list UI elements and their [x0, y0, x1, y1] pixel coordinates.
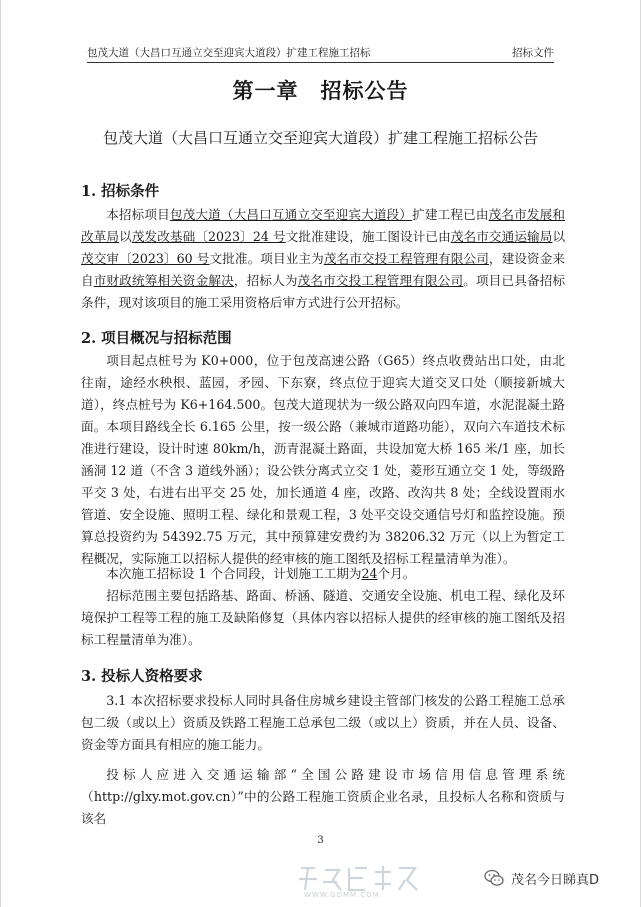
page-number: 3	[317, 835, 324, 846]
running-header	[87, 40, 554, 63]
qualification-paragraph: 3.1 本次招标要求投标人同时具备住房城乡建设主管部门核发的公路工程施工总承包二级（或以上）资质及铁路工程施工总承包二级（或以上）资质，并在人员、设备、资金等方面具有相应的施工能力。	[81, 693, 565, 752]
header-doc-type: 招标文件	[512, 47, 554, 59]
section-heading-project-overview: 2. 项目概况与招标范围	[81, 330, 232, 347]
credit-system-paragraph: 投标人应进入交通运输部“全国公路建设市场信用信息管理系统（http://glxy.mot.gov.cn）”中的公路工程施工资质企业名录，且投标人名称和资质与该名	[81, 767, 565, 826]
bidding-conditions-paragraph: 本招标项目包茂大道（大昌口互通立交至迎宾大道段）扩建工程已由茂名市发展和改革局以茂发改基础〔2023〕24 号文批准建设，施工图设计已由茂名市交通运输局以茂交审〔2023〕60 号文批准。项目业主为茂名市交投工程管理有限公司，建设资金来自市财政统筹相关资金解决，招标人为茂名市交投工程管理有限公司。项目已具备招标条件，现对该项目的施工采用资格后审方式进行公开招标。	[81, 207, 566, 310]
section-heading-bidder-qualifications: 3. 投标人资格要求	[81, 668, 203, 685]
account-name: 茂名今日睇真D	[511, 873, 600, 888]
header-project-name: 包茂大道（大昌口互通立交至迎宾大道段）扩建工程施工招标	[87, 47, 371, 59]
section-heading-bidding-conditions: 1. 招标条件	[81, 183, 160, 200]
bidding-scope-paragraph: 招标范围主要包括路基、路面、桥涵、隧道、交通安全设施、机电工程、绿化及环境保护工程等工程的施工及缺陷修复（具体内容以招标人提供的经审核的施工图纸及招标工程量清单为准）。	[81, 588, 565, 647]
site-url-watermark: WWW.GDMM.COM	[304, 891, 380, 899]
chapter-title: 第一章 招标公告	[232, 78, 409, 103]
notice-title: 包茂大道（大昌口互通立交至迎宾大道段）扩建工程施工招标公告	[102, 129, 538, 147]
wechat-icon	[484, 868, 504, 888]
contract-period-paragraph: 本次施工招标设 1 个合同段，计划施工工期为24个月。	[106, 566, 416, 581]
project-overview-paragraph: 项目起点桩号为 K0+000，位于包茂高速公路（G65）终点收费站出口处，由北往南，途经水秧根、蓝园，矛园、下东寮，终点位于迎宾大道交叉口处（顺接新城大道），终点桩号为 K6+164.500。包茂大道现状为一级公路双向四车道，水泥混凝土路面。本项目路线全长 6.165 公里，按一级公路（兼城市道路功能），双向六车道技术标准进行建设，设计时速 80km/h，沥青混凝土路面，共设加宽大桥 165 米/1 座，加长涵洞 12 道（不含 3 道线外涵）；设公铁分离式立交 1 处，菱形互通立交 1 处，等级路平交 3 处，右进右出平交 25 处，加长通道 4 座，改路、改沟共 8 处；全线设置雨水管道、安全设施、照明工程、绿化和景观工程，3 处平交设交通信号灯和监控设施。预算总投资约为 54392.75 万元，其中预算建安费约为 38206.32 万元（以上为暂定工程概况，实际施工以招标人提供的经审核的施工图纸及招标工程量清单为准）。	[81, 353, 565, 566]
account-badge	[484, 866, 636, 890]
